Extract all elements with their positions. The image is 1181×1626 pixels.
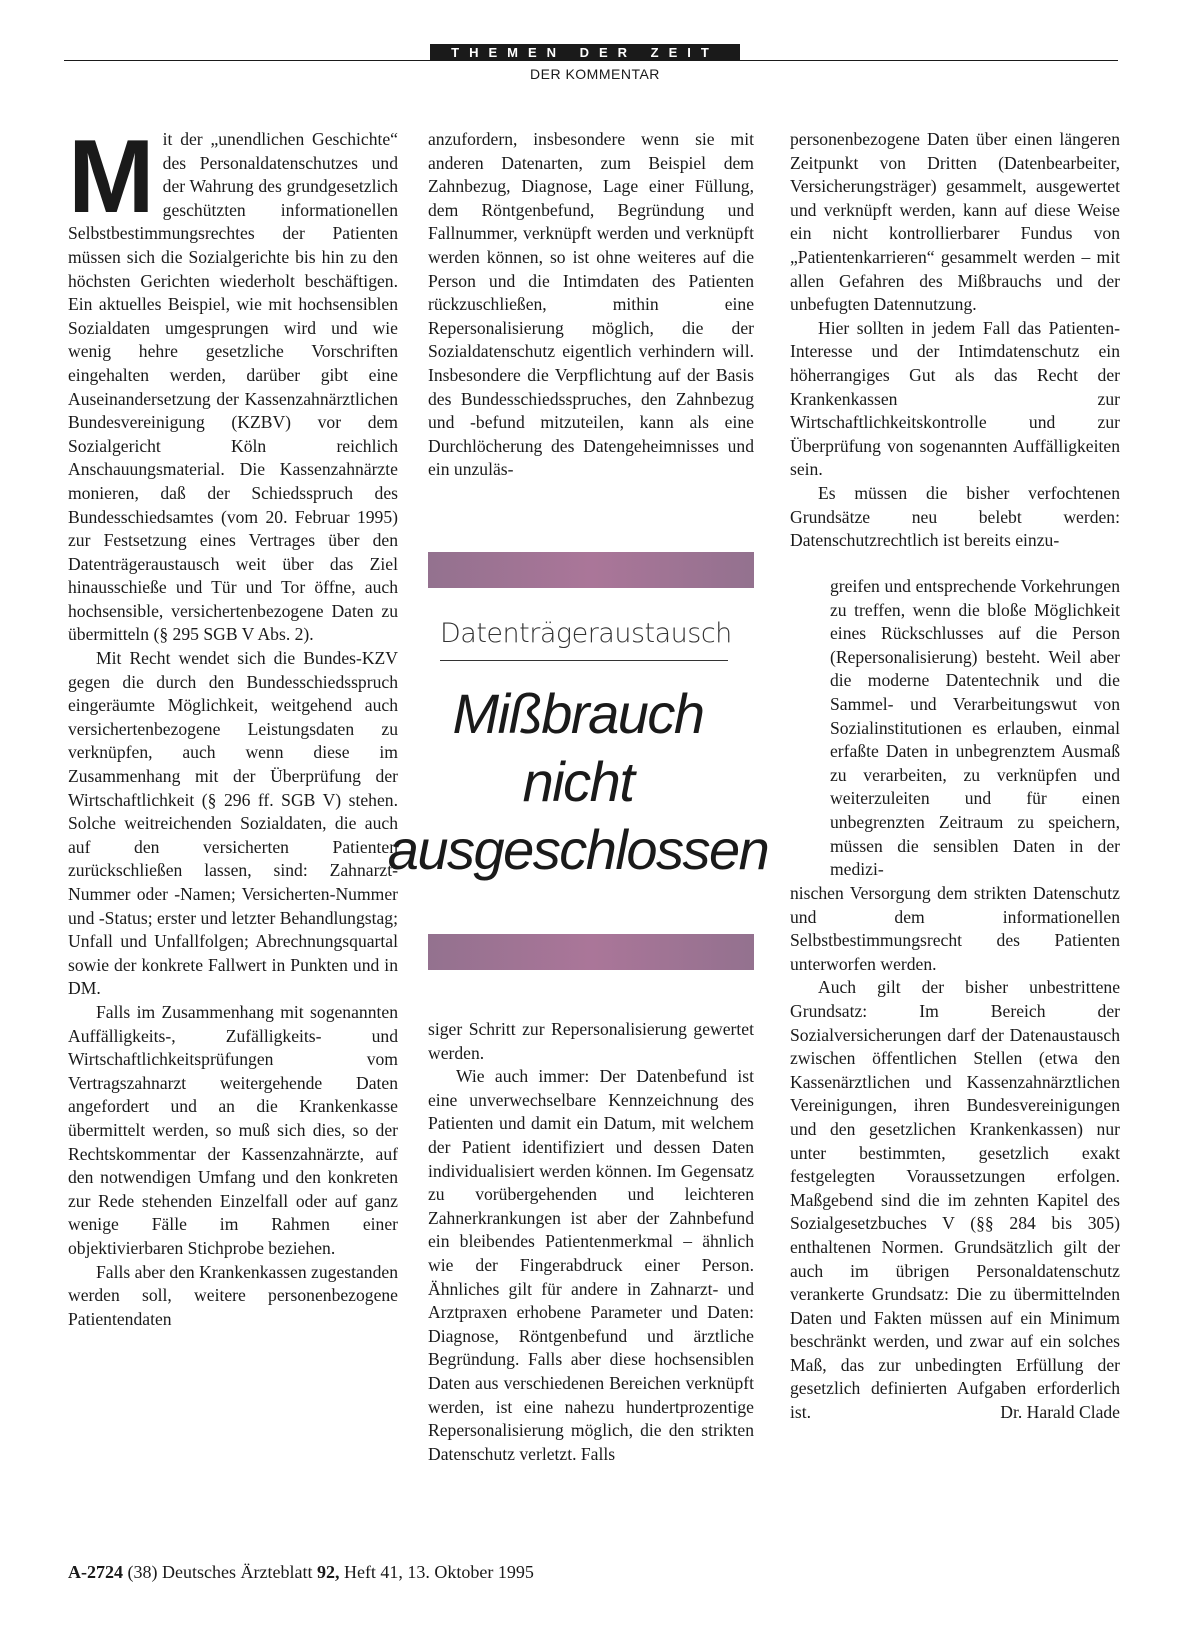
article-column-middle-bottom: [428, 1018, 754, 1466]
headline-line: Mißbrauch: [452, 682, 704, 745]
header-rule: [64, 60, 1118, 61]
headline-line: nicht: [522, 750, 634, 813]
article-column-right-top: [790, 128, 1120, 553]
decorative-band-bottom: [428, 934, 754, 970]
section-banner: THEMEN DER ZEIT: [430, 44, 740, 61]
author-byline: Dr. Harald Clade: [1000, 1402, 1120, 1423]
paragraph: Mit Recht wendet sich die Bundes-KZV gegen die durch den Bundesschiedsspruch eingeräumte Möglichkeit, weitgehend auch versichertenbezogene Leistungsdaten zu verknüpfen, auch wenn diese im Zusammenhang mit der Überprüfung der Wirtschaftlichkeit (§ 296 ff. SGB V) stehen. Solche weitreichenden Sozialdaten, die auch auf den versicherten Patienten zurückschließen lassen, sind: Zahnarzt-Nummer oder -Namen; Versicherten-Nummer und -Status; erster und letzter Behandlungstag; Unfall und Unfallfolgen; Abrechnungsquartal sowie der konkrete Fallwert in Punkten und in DM.: [68, 648, 398, 999]
paragraph: Hier sollten in jedem Fall das Patienten-Interesse und der Intimdatenschutz ein höherrangiges Gut als das Recht der Krankenkassen zur Wirtschaftlichkeitskontrolle und zur Überprüfung von sogenannten Auffälligkeiten sein.: [790, 317, 1120, 480]
headline: [378, 680, 778, 884]
paragraph: personenbezogene Daten über einen längeren Zeitpunkt von Dritten (Datenbearbeiter, Versicherungsträger) gesammelt, ausgewertet und verknüpft werden, kann auf diese Weise ein nicht kontrollierbarer Fundus von „Patientenkarrieren“ gesammelt werden – mit allen Gefahren des Mißbrauchs und der unbefugten Datennutzung.: [790, 129, 1120, 315]
article-column-right-bottom: [790, 882, 1120, 1425]
paragraph: Falls aber den Krankenkassen zugestanden werden soll, weitere personenbezogene Patientendaten: [68, 1261, 398, 1329]
paragraph: nischen Versorgung dem strikten Datenschutz und dem informationellen Selbstbestimmungsrecht des Patienten unterworfen werden.: [790, 883, 1120, 974]
page-sub: (38): [127, 1562, 158, 1582]
lead-paragraph: Mit der „unendlichen Geschichte“ des Personaldatenschutzes und der Wahrung des grundgesetzlich geschützten informationellen Selbstbestimmungsrechtes der Patienten müssen sich die Sozialgerichte bis hin zu den höchsten Gerichten wiederholt beschäftigen. Ein aktuelles Beispiel, wie mit hochsensiblen Sozialdaten umgesprungen wird und wie wenig hehre gesetzliche Vorschriften eingehalten werden, darüber gibt eine Auseinandersetzung der Kassenzahnärztlichen Bundesvereinigung (KZBV) vor dem Sozialgericht Köln reichlich Anschauungsmaterial. Die Kassenzahnärzte monieren, daß der Schiedsspruch des Bundesschiedsamtes (vom 20. Februar 1995) zur Festsetzung eines Vertrages über den Datenträgeraustausch weit über das Ziel hinausschieße und Tür und Tor öffne, auch hochsensible, versichertenbezogene Daten zu übermitteln (§ 295 SGB V Abs. 2).: [68, 119, 398, 645]
paragraph: Falls im Zusammenhang mit sogenannten Auffälligkeits-, Zufälligkeits- und Wirtschaftlichkeitsprüfungen vom Vertragszahnarzt weitergehende Daten angefordert und an die Krankenkasse übermittelt werden, so muß sich dies, so der Rechtskommentar der Kassenzahnärzte, auf den notwendigen Umfang und den konkreten zur Rede stehenden Einzelfall oder auf ganz wenige Fälle im Rahmen einer objektivierbaren Stichprobe beziehen.: [68, 1001, 398, 1258]
paragraph: siger Schritt zur Repersonalisierung gewertet werden.: [428, 1019, 754, 1063]
rubric-label: DER KOMMENTAR: [530, 66, 660, 82]
paragraph: greifen und entsprechende Vorkehrungen zu treffen, wenn die bloße Möglichkeit eines Rückschlusses auf die Person (Repersonalisierung) besteht. Weil aber die moderne Datentechnik und die Sammel- und Verarbeitungswut von Sozialinstitutionen es erlauben, einmal erfaßte Daten in unbegrenztem Ausmaß zu verarbeiten, zu verknüpfen und weiterzuleiten und für einen unbegrenzten Zeitraum zu speichern, müssen die sensiblen Daten in der medizi-: [830, 576, 1120, 880]
paragraph: Wie auch immer: Der Datenbefund ist eine unverwechselbare Kennzeichnung des Patienten und damit ein Datum, mit welchem der Patient identifiziert und dessen Daten individualisiert werden können. Im Gegensatz zu vorübergehenden und leichteren Zahnerkrankungen ist aber der Zahnbefund ein bleibendes Patientenmerkmal – ähnlich wie der Fingerabdruck einer Person. Ähnliches gilt für andere in Zahnarzt- und Arztpraxen erhobene Parameter und Daten: Diagnose, Röntgenbefund und ärztliche Begründung. Falls aber diese hochsensiblen Daten aus verschiedenen Bereichen verknüpft werden, ist eine nahezu hundertprozentige Repersonalisierung möglich, die den strikten Datenschutz verletzt. Falls: [428, 1066, 754, 1464]
page-footer: [68, 1562, 534, 1583]
page-code: A-2724: [68, 1562, 123, 1582]
kicker-rule: [440, 660, 728, 661]
headline-kicker: Datenträgeraustausch: [440, 618, 732, 649]
headline-line: ausgeschlossen: [387, 818, 769, 881]
decorative-band-top: [428, 552, 754, 588]
paragraph: Auch gilt der bisher unbestrittene Grundsatz: Im Bereich der Sozialversicherungen darf der Datenaustausch zwischen öffentlichen Stellen (etwa den Kassenärztlichen und Kassenzahnärztlichen Vereinigungen, ihren Bundesvereinigungen und den gesetzlichen Krankenkassen) nur unter bestimmten, gesetzlich exakt festgelegten Voraussetzungen erfolgen. Maßgebend sind die im zehnten Kapitel des Sozialgesetzbuches V (§§ 284 bis 305) enthaltenen Normen. Grundsätzlich gilt der auch im übrigen Personaldatenschutz verankerte Grundsatz: Die zu übermittelnden Daten und Fakten müssen auf ein Minimum beschränkt werden, und zwar auf ein solches Maß, das zur unbedingten Erfüllung der gesetzlich definierten Aufgaben erforderlich ist. Dr. Harald Clade: [790, 976, 1120, 1424]
article-column-middle-top: [428, 128, 754, 482]
paragraph: anzufordern, insbesondere wenn sie mit anderen Datenarten, zum Beispiel dem Zahnbezug, Diagnose, Lage einer Füllung, dem Röntgenbefund, Begründung und Fallnummer, verknüpft werden und verknüpft werden können, so ist ohne weiteres auf die Person und die Intimdaten des Patienten rückzuschließen, mithin eine Repersonalisierung möglich, die der Sozialdatenschutz eigentlich verhindern will. Insbesondere die Verpflichtung auf der Basis des Bundesschiedsspruches, den Zahnbezug und -befund mitzuteilen, kann als eine Durchlöcherung des Datengeheimnisses und ein unzuläs-: [428, 129, 754, 480]
paragraph: Es müssen die bisher verfochtenen Grundsätze neu belebt werden: Datenschutzrechtlich ist bereits einzu-: [790, 482, 1120, 551]
dropcap: M: [68, 119, 155, 235]
journal-name: Deutsches Ärzteblatt: [162, 1562, 313, 1582]
article-column-left: [68, 119, 398, 1331]
issue-date: Heft 41, 13. Oktober 1995: [343, 1562, 534, 1582]
article-column-right-inset: [830, 575, 1120, 882]
volume-number: 92,: [316, 1562, 340, 1582]
